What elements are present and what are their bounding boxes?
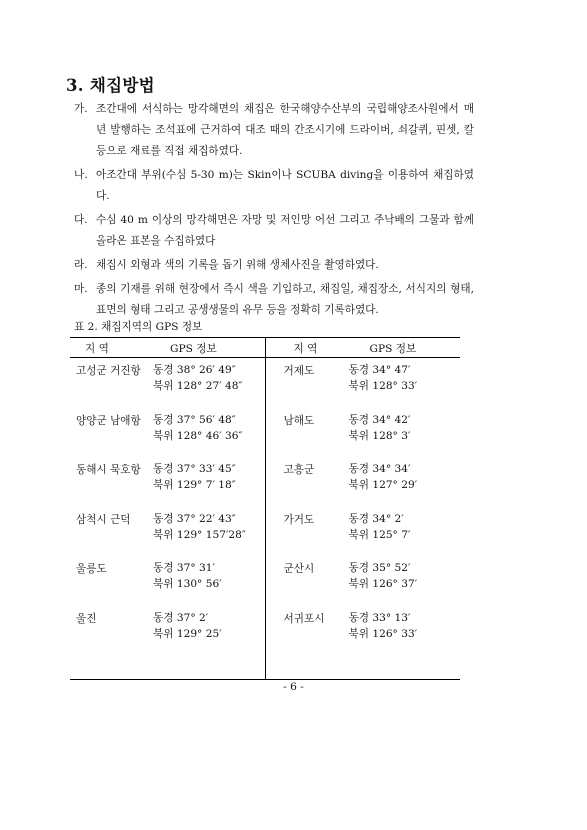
table-row <box>70 606 265 656</box>
right-column <box>266 358 461 679</box>
gps-coords <box>349 412 411 444</box>
longitude: 동경 34° 2′ <box>348 512 404 525</box>
longitude: 동경 37° 31′ <box>153 562 215 574</box>
latitude: 북위 130° 56′ <box>153 578 222 590</box>
gps-coords <box>153 560 222 592</box>
method-item <box>74 99 474 162</box>
method-text: 종의 기재를 위해 현장에서 즉시 색을 기입하고, 채집일, 채집장소, 서식지의 형태, 표면의 형태 그리고 공생생물의 유무 등을 정확히 기록하였다. <box>96 283 474 316</box>
table-caption: 표 2. 채집지역의 GPS 정보 <box>74 321 203 333</box>
longitude: 동경 34° 47′ <box>348 364 411 376</box>
table-header <box>70 338 460 358</box>
table-row <box>70 556 265 606</box>
latitude: 북위 126° 33′ <box>348 627 418 640</box>
table-row <box>70 358 265 408</box>
method-text: 수심 40 m 이상의 망각해면은 자망 및 저인망 어선 그리고 주낙배의 그물과 함께 올라온 표본을 수집하였다 <box>96 214 474 247</box>
table-row <box>266 457 461 507</box>
method-marker: 다. <box>74 214 88 226</box>
latitude: 북위 125° 7′ <box>348 528 411 541</box>
gps-coords <box>153 461 236 493</box>
method-list <box>74 99 474 324</box>
longitude: 동경 38° 26′ 49″ <box>153 364 236 376</box>
gps-coords <box>349 362 418 394</box>
method-item <box>74 165 474 207</box>
region-name: 고흥군 <box>283 464 315 476</box>
table-row <box>70 408 265 458</box>
table-row <box>266 358 461 408</box>
gps-coords <box>349 610 418 642</box>
latitude: 북위 128° 46′ 36″ <box>153 429 243 442</box>
longitude: 동경 37° 2′ <box>153 611 209 624</box>
latitude: 북위 128° 27′ 48″ <box>153 380 243 392</box>
longitude: 동경 37° 56′ 48″ <box>153 413 236 426</box>
gps-coords <box>153 610 222 642</box>
header-right <box>266 338 461 357</box>
gps-coords <box>349 560 418 592</box>
latitude: 북위 127° 29′ <box>348 479 418 491</box>
table-body <box>70 358 460 679</box>
method-marker: 마. <box>74 283 88 295</box>
table-row <box>266 606 461 656</box>
longitude: 동경 34° 42′ <box>348 413 411 426</box>
region-name: 울진 <box>76 612 97 625</box>
gps-coords <box>349 511 411 543</box>
gps-coords <box>153 511 246 543</box>
section-title: 3. 채집방법 <box>66 76 155 95</box>
longitude: 동경 37° 33′ 45″ <box>153 463 236 475</box>
longitude: 동경 33° 13′ <box>348 611 411 624</box>
header-region: 지 역 <box>85 343 109 355</box>
method-item <box>74 210 474 252</box>
latitude: 북위 129° 7′ 18″ <box>153 479 236 491</box>
method-text: 조간대에 서식하는 망각해면의 채집은 한국해양수산부의 국립해양조사원에서 매년 발행하는 조석표에 근거하여 대조 때의 간조시기에 드라이버, 쇠갈퀴, 핀셋, 칼 등으로 재료를 직접 채집하였다. <box>96 103 474 157</box>
left-column <box>70 358 266 679</box>
header-left <box>70 338 266 357</box>
longitude: 동경 35° 52′ <box>348 562 411 574</box>
region-name: 서귀포시 <box>283 612 325 625</box>
method-marker: 라. <box>74 259 88 271</box>
method-marker: 나. <box>74 169 88 181</box>
method-item <box>74 279 474 321</box>
region-name: 거제도 <box>283 365 315 377</box>
gps-coords <box>153 362 242 394</box>
gps-table <box>70 337 460 680</box>
region-name: 동해시 묵호항 <box>76 464 141 476</box>
gps-coords <box>153 412 242 444</box>
region-name: 울릉도 <box>76 563 107 575</box>
longitude: 동경 37° 22′ 43″ <box>153 512 236 525</box>
gps-coords <box>349 461 418 493</box>
region-name: 남해도 <box>283 414 315 427</box>
method-item <box>74 255 474 276</box>
table-row <box>266 507 461 557</box>
table-row <box>266 408 461 458</box>
region-name: 가거도 <box>283 513 315 526</box>
latitude: 북위 128° 3′ <box>348 429 411 442</box>
page-number: - 6 - <box>283 681 304 693</box>
table-row <box>266 556 461 606</box>
region-name: 삼척시 근덕 <box>76 513 131 526</box>
method-text: 채집시 외형과 색의 기록을 돕기 위해 생체사진을 촬영하였다. <box>96 259 379 271</box>
method-text: 아조간대 부위(수심 5-30 m)는 Skin이나 SCUBA diving을 이용하여 채집하였다. <box>96 169 474 202</box>
table-row <box>70 507 265 557</box>
table-row <box>70 457 265 507</box>
region-name: 양양군 남애항 <box>76 414 141 427</box>
header-gps: GPS 정보 <box>369 343 417 355</box>
region-name: 군산시 <box>283 563 315 575</box>
header-gps: GPS 정보 <box>170 343 217 355</box>
latitude: 북위 126° 37′ <box>348 578 418 590</box>
header-region: 지 역 <box>293 343 318 355</box>
method-marker: 가. <box>74 103 88 115</box>
latitude: 북위 128° 33′ <box>348 380 418 392</box>
latitude: 북위 129° 25′ <box>153 627 222 640</box>
region-name: 고성군 거진항 <box>76 365 141 377</box>
longitude: 동경 34° 34′ <box>348 463 411 475</box>
latitude: 북위 129° 157′28″ <box>153 528 246 541</box>
